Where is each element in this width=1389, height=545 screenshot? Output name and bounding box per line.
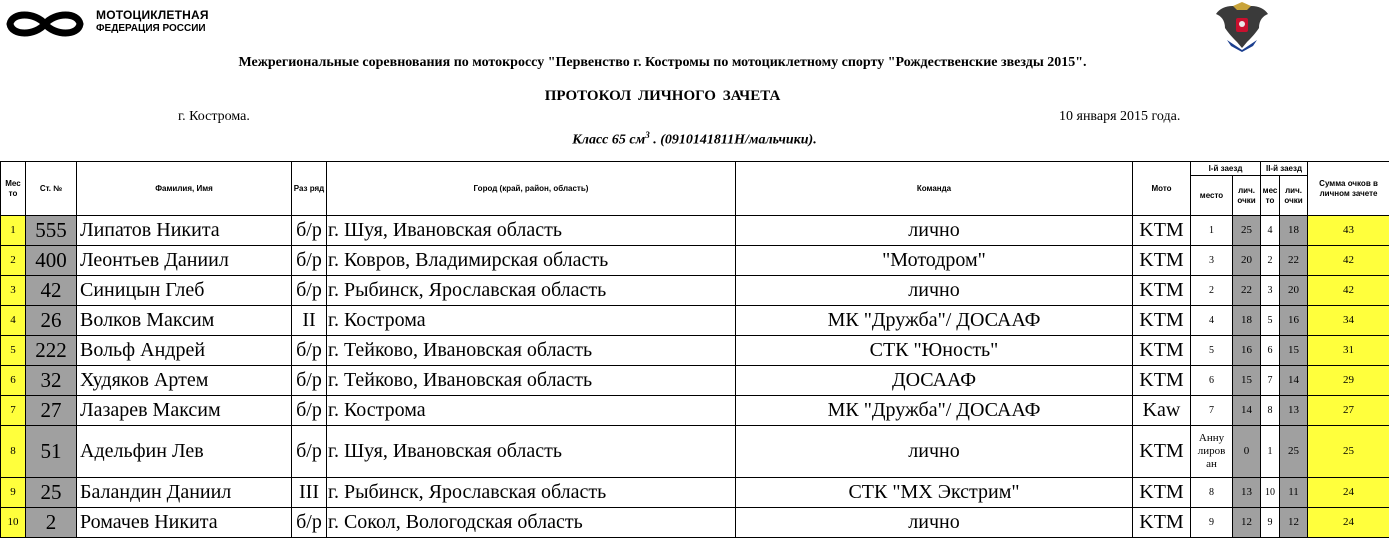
cell-fio: Волков Максим (77, 306, 292, 336)
cell-moto: KTM (1133, 246, 1191, 276)
cell-h2-pts: 13 (1280, 396, 1308, 426)
col-h1-pts: лич. очки (1233, 176, 1261, 216)
cell-h1-place: 7 (1191, 396, 1233, 426)
cell-sum: 42 (1308, 276, 1389, 306)
cell-h1-place: 9 (1191, 508, 1233, 538)
cell-moto: KTM (1133, 426, 1191, 478)
cell-sum: 24 (1308, 508, 1389, 538)
col-gorod: Город (край, район, область) (327, 162, 736, 216)
cell-h2-place: 3 (1261, 276, 1280, 306)
cell-nr: 222 (26, 336, 77, 366)
cell-gorod: г. Ковров, Владимирская область (327, 246, 736, 276)
cell-h1-pts: 22 (1233, 276, 1261, 306)
cell-komanda: лично (736, 508, 1133, 538)
cell-fio: Баландин Даниил (77, 478, 292, 508)
cell-moto: KTM (1133, 276, 1191, 306)
cell-nr: 26 (26, 306, 77, 336)
cell-mesto: 9 (1, 478, 26, 508)
cell-sum: 43 (1308, 216, 1389, 246)
cell-razr: б/р (292, 276, 327, 306)
cell-mesto: 5 (1, 336, 26, 366)
cell-komanda: СТК "МХ Экстрим" (736, 478, 1133, 508)
cell-gorod: г. Рыбинск, Ярославская область (327, 276, 736, 306)
table-row (1, 478, 1389, 508)
city-label: г. Кострома. (178, 109, 250, 124)
cell-razr: б/р (292, 508, 327, 538)
cell-moto: KTM (1133, 478, 1191, 508)
protocol-title: ПРОТОКОЛ ЛИЧНОГО ЗАЧЕТА (544, 88, 781, 104)
col-komanda: Команда (736, 162, 1133, 216)
cell-h1-place: 2 (1191, 276, 1233, 306)
cell-komanda: "Мотодром" (736, 246, 1133, 276)
results-table (0, 161, 1389, 538)
cell-fio: Худяков Артем (77, 366, 292, 396)
cell-h1-pts: 25 (1233, 216, 1261, 246)
cell-h1-pts: 13 (1233, 478, 1261, 508)
cell-h2-place: 6 (1261, 336, 1280, 366)
cell-mesto: 2 (1, 246, 26, 276)
cell-h2-place: 10 (1261, 478, 1280, 508)
cell-gorod: г. Кострома (327, 306, 736, 336)
cell-fio: Леонтьев Даниил (77, 246, 292, 276)
cell-h2-pts: 15 (1280, 336, 1308, 366)
cell-h2-pts: 11 (1280, 478, 1308, 508)
cell-komanda: лично (736, 216, 1133, 246)
cell-h1-pts: 16 (1233, 336, 1261, 366)
col-nr: Ст. № (26, 162, 77, 216)
cell-h1-place: 8 (1191, 478, 1233, 508)
cell-h1-pts: 0 (1233, 426, 1261, 478)
cell-gorod: г. Тейково, Ивановская область (327, 366, 736, 396)
cell-nr: 51 (26, 426, 77, 478)
col-h2-place: мес то (1261, 176, 1280, 216)
coat-of-arms-icon (1213, 2, 1271, 52)
logo-line1: МОТОЦИКЛЕТНАЯ (96, 8, 209, 22)
cell-h2-place: 2 (1261, 246, 1280, 276)
cell-h1-pts: 20 (1233, 246, 1261, 276)
cell-razr: б/р (292, 216, 327, 246)
cell-mesto: 7 (1, 396, 26, 426)
cell-mesto: 1 (1, 216, 26, 246)
table-row (1, 508, 1389, 538)
cell-razr: б/р (292, 246, 327, 276)
cell-h2-pts: 20 (1280, 276, 1308, 306)
cell-fio: Вольф Андрей (77, 336, 292, 366)
mfr-logo (4, 6, 244, 42)
cell-h1-place: Анну лиров ан (1191, 426, 1233, 478)
cell-h2-place: 9 (1261, 508, 1280, 538)
cell-h1-place: 3 (1191, 246, 1233, 276)
cell-h1-place: 5 (1191, 336, 1233, 366)
competition-title: Межрегиональные соревнования по мотокроссу "Первенство г. Костромы по мотоциклетному спорту "Рождественские звезды 2015". (238, 55, 1087, 70)
cell-moto: KTM (1133, 336, 1191, 366)
cell-h1-pts: 18 (1233, 306, 1261, 336)
infinity-logo-icon (4, 10, 86, 38)
cell-h1-place: 4 (1191, 306, 1233, 336)
cell-mesto: 4 (1, 306, 26, 336)
cell-sum: 42 (1308, 246, 1389, 276)
cell-h1-place: 6 (1191, 366, 1233, 396)
col-sum: Сумма очков в личном зачете (1308, 162, 1389, 216)
class-label: Класс 65 $см^3$ . (0910141811Н/мальчики). (572, 130, 817, 148)
cell-gorod: г. Шуя, Ивановская область (327, 426, 736, 478)
cell-gorod: г. Рыбинск, Ярославская область (327, 478, 736, 508)
cell-gorod: г. Тейково, Ивановская область (327, 336, 736, 366)
date-label: 10 января 2015 года. (1059, 109, 1181, 124)
cell-sum: 34 (1308, 306, 1389, 336)
cell-fio: Синицын Глеб (77, 276, 292, 306)
col-h2-pts: лич. очки (1280, 176, 1308, 216)
col-heat2: II-й заезд (1261, 162, 1308, 176)
cell-komanda: МК "Дружба"/ ДОСААФ (736, 396, 1133, 426)
cell-razr: б/р (292, 366, 327, 396)
cell-razr: III (292, 478, 327, 508)
cell-gorod: г. Кострома (327, 396, 736, 426)
cell-moto: KTM (1133, 306, 1191, 336)
table-row (1, 306, 1389, 336)
cell-nr: 555 (26, 216, 77, 246)
cell-gorod: г. Сокол, Вологодская область (327, 508, 736, 538)
cell-h2-place: 1 (1261, 426, 1280, 478)
col-mesto: Мес то (1, 162, 26, 216)
cell-h2-pts: 14 (1280, 366, 1308, 396)
cell-h2-place: 7 (1261, 366, 1280, 396)
cell-h1-pts: 12 (1233, 508, 1261, 538)
cell-nr: 25 (26, 478, 77, 508)
cell-h1-pts: 15 (1233, 366, 1261, 396)
cell-moto: KTM (1133, 508, 1191, 538)
cell-h2-pts: 25 (1280, 426, 1308, 478)
col-fio: Фамилия, Имя (77, 162, 292, 216)
table-row (1, 396, 1389, 426)
cell-komanda: СТК "Юность" (736, 336, 1133, 366)
cell-h2-place: 5 (1261, 306, 1280, 336)
col-h1-place: место (1191, 176, 1233, 216)
cell-nr: 2 (26, 508, 77, 538)
col-razr: Раз ряд (292, 162, 327, 216)
cell-h1-pts: 14 (1233, 396, 1261, 426)
cell-nr: 32 (26, 366, 77, 396)
cell-fio: Лазарев Максим (77, 396, 292, 426)
cell-moto: Kaw (1133, 396, 1191, 426)
cell-h1-place: 1 (1191, 216, 1233, 246)
cell-fio: Адельфин Лев (77, 426, 292, 478)
table-row (1, 276, 1389, 306)
cell-moto: KTM (1133, 366, 1191, 396)
cell-nr: 400 (26, 246, 77, 276)
cell-moto: KTM (1133, 216, 1191, 246)
cell-fio: Ромачев Никита (77, 508, 292, 538)
table-row (1, 426, 1389, 478)
table-row (1, 366, 1389, 396)
cell-razr: б/р (292, 396, 327, 426)
cell-nr: 42 (26, 276, 77, 306)
cell-komanda: лично (736, 276, 1133, 306)
table-row (1, 216, 1389, 246)
cell-mesto: 6 (1, 366, 26, 396)
cell-sum: 25 (1308, 426, 1389, 478)
table-row (1, 246, 1389, 276)
cell-h2-pts: 18 (1280, 216, 1308, 246)
logo-line2: ФЕДЕРАЦИЯ РОССИИ (96, 23, 206, 34)
cell-sum: 24 (1308, 478, 1389, 508)
cell-komanda: МК "Дружба"/ ДОСААФ (736, 306, 1133, 336)
cell-mesto: 3 (1, 276, 26, 306)
cell-fio: Липатов Никита (77, 216, 292, 246)
table-row (1, 336, 1389, 366)
cell-nr: 27 (26, 396, 77, 426)
cell-sum: 29 (1308, 366, 1389, 396)
cell-h2-pts: 22 (1280, 246, 1308, 276)
cell-komanda: лично (736, 426, 1133, 478)
cell-mesto: 10 (1, 508, 26, 538)
cell-h2-place: 4 (1261, 216, 1280, 246)
col-heat1: I-й заезд (1191, 162, 1261, 176)
cell-razr: б/р (292, 426, 327, 478)
cell-h2-place: 8 (1261, 396, 1280, 426)
cell-h2-pts: 16 (1280, 306, 1308, 336)
cell-razr: б/р (292, 336, 327, 366)
cell-sum: 27 (1308, 396, 1389, 426)
cell-mesto: 8 (1, 426, 26, 478)
col-moto: Мото (1133, 162, 1191, 216)
cell-komanda: ДОСААФ (736, 366, 1133, 396)
cell-gorod: г. Шуя, Ивановская область (327, 216, 736, 246)
cell-h2-pts: 12 (1280, 508, 1308, 538)
cell-razr: II (292, 306, 327, 336)
cell-sum: 31 (1308, 336, 1389, 366)
